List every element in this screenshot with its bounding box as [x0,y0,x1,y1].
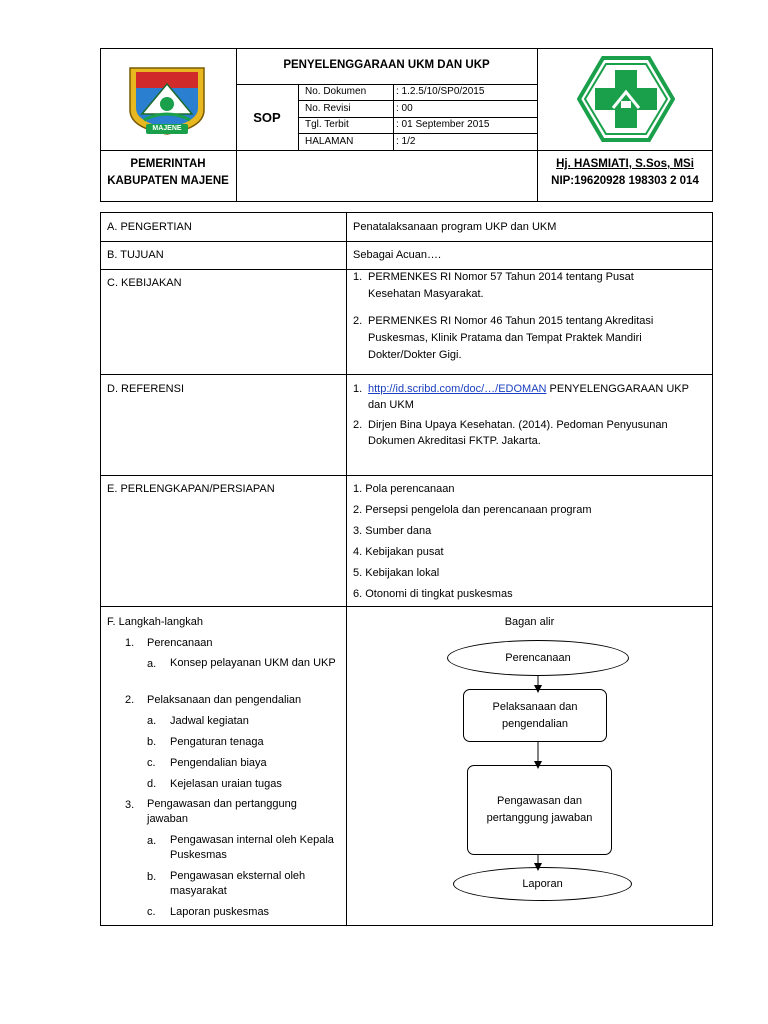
step-text: Pengawasan dan pertanggung jawaban [147,798,297,825]
step-num: b. [147,871,157,883]
step-num: c. [147,757,156,769]
flow-node-label: Laporan [522,878,563,890]
step-num: 3. [125,799,135,811]
flow-arrows [346,606,713,926]
perlengkapan-item-6: 6. Otonomi di tingkat puskesmas [353,588,513,600]
step-text: Konsep pelayanan UKM dan UKP [170,657,336,669]
step-num: a. [147,835,157,847]
flowchart-title: Bagan alir [504,616,555,628]
section-f-label: F. Langkah-langkah [107,616,204,628]
org-name-line1: PEMERINTAH [130,158,206,170]
divider [236,84,537,85]
puskesmas-logo [577,56,675,142]
referensi-item-2: Dirjen Bina Upaya Kesehatan. (2014). Pedoman Penyusunan Dokumen Akreditasi FKTP. Jakarta. [368,419,668,447]
step-num: d. [147,778,157,790]
section-e-label: E. PERLENGKAPAN/PERSIAPAN [107,483,275,495]
sop-label: SOP [253,110,281,125]
divider [100,150,713,151]
green-cross-icon [577,56,675,142]
meta-label-no-dokumen: No. Dokumen [305,86,367,97]
divider [236,48,237,202]
step-text: Laporan puskesmas [170,906,270,918]
kebijakan-num-2: 2. [353,315,363,327]
meta-label-halaman: HALAMAN [305,136,354,147]
kebijakan-item-1: PERMENKES RI Nomor 57 Tahun 2014 tentang Pusat Kesehatan Masyarakat. [368,271,634,300]
org-name-line2: KABUPATEN MAJENE [107,175,229,187]
step-text: Perencanaan [147,637,213,649]
step-text: Kejelasan uraian tugas [170,778,282,790]
divider [100,374,713,375]
flow-node-label: Perencanaan [505,652,571,664]
divider [100,475,713,476]
divider [298,117,537,118]
step-num: 2. [125,694,135,706]
divider [298,133,537,134]
step-text: Pengaturan tenaga [170,736,264,748]
section-b-label: B. TUJUAN [107,249,164,261]
perlengkapan-item-5: 5. Kebijakan lokal [353,567,440,579]
signer-nip: NIP:19620928 198303 2 014 [551,175,699,187]
step-num: 1. [125,637,135,649]
kebijakan-num-1: 1. [353,271,363,283]
section-a-content: Penatalaksanaan program UKP dan UKM [353,221,557,233]
section-b-content: Sebagai Acuan…. [353,249,442,261]
step-text: Pengendalian biaya [170,757,267,769]
document-title: PENYELENGGARAAN UKM DAN UKP [283,59,490,71]
section-a-label: A. PENGERTIAN [107,221,192,233]
meta-value-halaman: : 1/2 [396,136,416,147]
referensi-item-1 [368,381,708,413]
referensi-item-1-rest: PENYELENGGARAAN UKP dan UKM [368,383,689,411]
step-text: Pengawasan internal oleh Kepala Puskesmas [170,834,334,861]
perlengkapan-item-2: 2. Persepsi pengelola dan perencanaan program [353,504,592,516]
meta-label-no-revisi: No. Revisi [305,103,351,114]
perlengkapan-item-3: 3. Sumber dana [353,525,432,537]
divider [100,241,713,242]
meta-value-no-dokumen: : 1.2.5/10/SP0/2015 [396,86,485,97]
section-c-label: C. KEBIJAKAN [107,277,182,289]
meta-label-tgl-terbit: Tgl. Terbit [305,119,349,130]
flow-node-label: Pelaksanaan dan pengendalian [492,700,578,730]
step-text: Pengawasan eksternal oleh masyarakat [170,870,306,897]
flow-node-label: Pengawasan dan pertanggung jawaban [486,795,593,824]
kabupaten-majene-logo [124,58,210,140]
step-text: Jadwal kegiatan [170,715,249,727]
referensi-num-2: 2. [353,419,363,431]
step-text: Pelaksanaan dan pengendalian [147,694,302,706]
step-num: a. [147,715,157,727]
meta-value-tgl-terbit: : 01 September 2015 [396,119,490,130]
referensi-num-1: 1. [353,383,363,395]
meta-value-no-revisi: : 00 [396,103,413,114]
step-num: b. [147,736,157,748]
step-num: a. [147,658,157,670]
perlengkapan-item-4: 4. Kebijakan pusat [353,546,444,558]
perlengkapan-item-1: 1. Pola perencanaan [353,483,455,495]
section-d-label: D. REFERENSI [107,383,185,395]
logo-caption: MAJENE [152,125,182,132]
referensi-link[interactable]: http://id.scribd.com/doc/…/EDOMAN [368,383,547,395]
step-num: c. [147,906,156,918]
divider [298,100,537,101]
kebijakan-item-2: PERMENKES RI Nomor 46 Tahun 2015 tentang Akreditasi Puskesmas, Klinik Pratama dan Tempat Praktek Mandiri Dokter/Dokter Gigi. [368,315,654,361]
signer-name: Hj. HASMIATI, S.Sos, MSi [556,158,694,170]
